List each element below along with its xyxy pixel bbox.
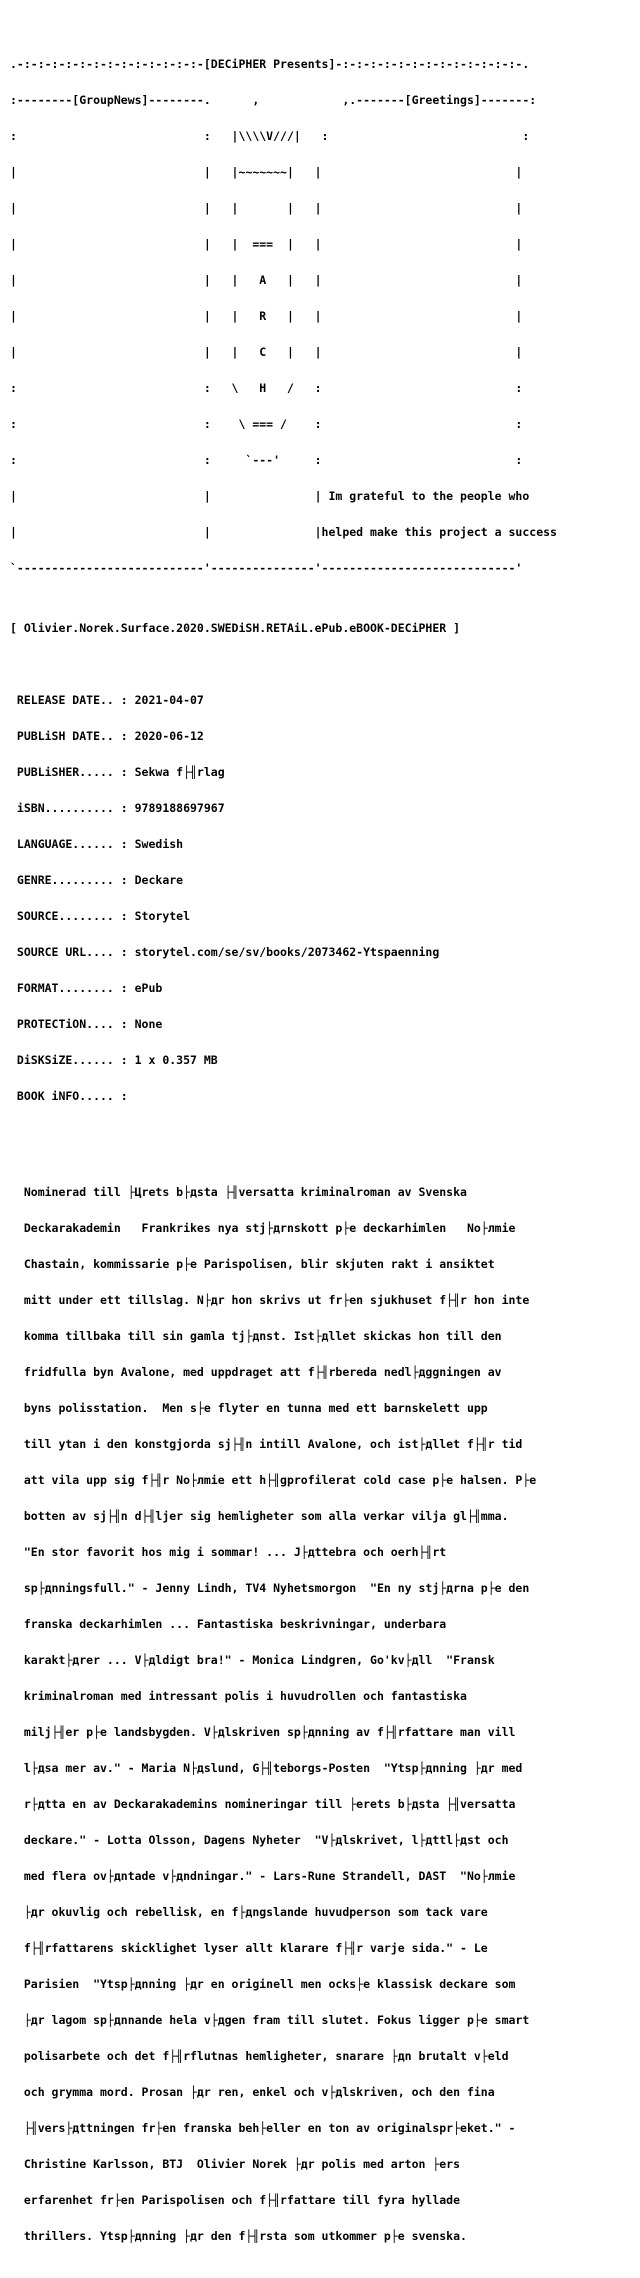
book-info-line: milj├╢er p├е landsbygden. V├дlskriven sp├дnning av f├╢rfattare man vill xyxy=(10,1725,516,1739)
book-info-line: deckare." - Lotta Olsson, Dagens Nyheter "V├дlskrivet, l├дttl├дst och xyxy=(10,1833,509,1847)
header-line: : : \ H / : : xyxy=(10,381,523,395)
info-value: 9789188697967 xyxy=(134,801,225,815)
release-info-row xyxy=(10,802,635,814)
header-line: | | | === | | | xyxy=(10,237,523,251)
info-label: GENRE......... : xyxy=(10,873,135,887)
release-info-row xyxy=(10,730,635,742)
info-label: PUBLiSH DATE.. : xyxy=(10,729,135,743)
book-info-line: f├╢rfattarens skicklighet lyser allt klarare f├╢r varje sida." - Le xyxy=(10,1941,488,1955)
info-value: 2020-06-12 xyxy=(134,729,204,743)
header-line: `---------------------------'---------------'----------------------------' xyxy=(10,561,523,575)
header-line: | | | R | | | xyxy=(10,309,523,323)
book-info-line: polisarbete och det f├╢rflutnas hemligheter, snarare ├дn brutalt v├еld xyxy=(10,2049,509,2063)
header-line: : : \ === / : : xyxy=(10,417,523,431)
header-line: : : |\\\\V///| : : xyxy=(10,129,530,143)
info-value: Sekwa f├╢rlag xyxy=(134,765,225,779)
header-line: | | |~~~~~~~| | | xyxy=(10,165,523,179)
header-line: : : `---' : : xyxy=(10,453,523,467)
release-info-row xyxy=(10,874,635,886)
info-value: Swedish xyxy=(134,837,184,851)
book-info-line: att vila upp sig f├╢r No├лmie ett h├╢gprofilerat cold case p├е halsen. P├е xyxy=(10,1473,537,1487)
info-label: BOOK iNFO..... : xyxy=(10,1089,135,1103)
book-info-line: mitt under ett tillslag. N├дr hon skrivs ut fr├еn sjukhuset f├╢r hon inte xyxy=(10,1293,530,1307)
release-info-row xyxy=(10,838,635,850)
info-value: None xyxy=(134,1017,163,1031)
release-info-list xyxy=(10,670,635,1126)
book-info-line: ├╢vers├дttningen fr├еn franska beh├еller en ton av originalspr├еket." - xyxy=(10,2121,516,2135)
book-info-line: botten av sj├╢n d├╢ljer sig hemligheter som alla verkar vilja gl├╢mma. xyxy=(10,1509,509,1523)
book-info-line: Deckarakademin Frankrikes nya stj├дrnskott p├е deckarhimlen No├лmie xyxy=(10,1221,516,1235)
release-info-row xyxy=(10,946,635,958)
info-value: 2021-04-07 xyxy=(134,693,204,707)
info-label: PUBLiSHER..... : xyxy=(10,765,135,779)
book-info-line: ├дr lagom sp├дnnande hela v├дgen fram till slutet. Fokus ligger p├е smart xyxy=(10,2013,530,2027)
book-info-line: "En stor favorit hos mig i sommar! ... J├дttebra och oerh├╢rt xyxy=(10,1545,447,1559)
book-info-line: Chastain, kommissarie p├е Parispolisen, blir skjuten rakt i ansiktet xyxy=(10,1257,495,1271)
book-info-line: ├дr okuvlig och rebellisk, en f├дngslande huvudperson som tack vare xyxy=(10,1905,488,1919)
info-label: iSBN.......... : xyxy=(10,801,135,815)
book-info-line: karakt├дrer ... V├дldigt bra!" - Monica Lindgren, Go'kv├дll "Fransk xyxy=(10,1653,495,1667)
greetings-line: | | | Im grateful to the people who xyxy=(10,489,530,503)
header-line: :--------[GroupNews]--------. , ,.-------[Greetings]-------: xyxy=(10,93,537,107)
book-info-line: l├дsa mer av." - Maria N├дslund, G├╢teborgs-Posten "Ytsp├дnning ├дr med xyxy=(10,1761,523,1775)
info-label: LANGUAGE...... : xyxy=(10,837,135,851)
book-info-line: kriminalroman med intressant polis i huvudrollen och fantastiska xyxy=(10,1689,467,1703)
info-label: PROTECTiON.... : xyxy=(10,1017,135,1031)
info-value: 1 x 0.357 MB xyxy=(134,1053,218,1067)
book-info-line: Christine Karlsson, BTJ Olivier Norek ├дr polis med arton ├еrs xyxy=(10,2157,461,2171)
info-label: SOURCE........ : xyxy=(10,909,135,923)
book-info-line: komma tillbaka till sin gamla tj├дnst. Ist├дllet skickas hon till den xyxy=(10,1329,502,1343)
info-value: Storytel xyxy=(134,909,191,923)
book-info-line: med flera ov├дntade v├дndningar." - Lars-Rune Strandell, DAST "No├лmie xyxy=(10,1869,516,1883)
release-info-row xyxy=(10,982,635,994)
release-title: [ Olivier.Norek.Surface.2020.SWEDiSH.RETAiL.ePub.eBOOK-DECiPHER ] xyxy=(10,621,461,635)
release-info-row xyxy=(10,694,635,706)
release-info-row xyxy=(10,1018,635,1030)
header-line: | | | A | | | xyxy=(10,273,523,287)
release-info-row xyxy=(10,1054,635,1066)
book-info-line: Nominerad till ├Цrets b├дsta ├╢versatta kriminalroman av Svenska xyxy=(10,1185,467,1199)
info-label: FORMAT........ : xyxy=(10,981,135,995)
book-info-line: franska deckarhimlen ... Fantastiska beskrivningar, underbara xyxy=(10,1617,447,1631)
book-info-line: byns polisstation. Men s├е flyter en tunna med ett barnskelett upp xyxy=(10,1401,488,1415)
book-info-text xyxy=(10,1162,635,2266)
book-info-line: sp├дnningsfull." - Jenny Lindh, TV4 Nyhetsmorgon "En ny stj├дrna p├е den xyxy=(10,1581,530,1595)
info-label: SOURCE URL.... : xyxy=(10,945,135,959)
info-label: RELEASE DATE.. : xyxy=(10,693,135,707)
book-info-line: till ytan i den konstgjorda sj├╢n intill Avalone, och ist├дllet f├╢r tid xyxy=(10,1437,523,1451)
book-info-line: r├дtta en av Deckarakademins nomineringar till ├еrets b├дsta ├╢versatta xyxy=(10,1797,516,1811)
release-info-row xyxy=(10,1090,635,1102)
info-label: DiSKSiZE...... : xyxy=(10,1053,135,1067)
nfo-document xyxy=(10,10,635,2278)
greetings-line: | | |helped make this project a success xyxy=(10,525,557,539)
nfo-header-banner xyxy=(10,34,635,598)
info-value: ePub xyxy=(134,981,163,995)
info-value: Deckare xyxy=(134,873,184,887)
info-value: storytel.com/se/sv/books/2073462-Ytspaenning xyxy=(134,945,440,959)
book-info-line: erfarenhet fr├еn Parispolisen och f├╢rfattare till fyra hyllade xyxy=(10,2193,461,2207)
book-info-line: thrillers. Ytsp├дnning ├дr den f├╢rsta som utkommer p├е svenska. xyxy=(10,2229,467,2243)
header-line: .-:-:-:-:-:-:-:-:-:-:-:-:-:-[DECiPHER Presents]-:-:-:-:-:-:-:-:-:-:-:-:-:-. xyxy=(10,57,530,71)
header-line: | | | C | | | xyxy=(10,345,523,359)
book-info-line: Parisien "Ytsp├дnning ├дr en originell men ocks├е klassisk deckare som xyxy=(10,1977,516,1991)
header-line: | | | | | | xyxy=(10,201,523,215)
book-info-line: fridfulla byn Avalone, med uppdraget att f├╢rbereda nedl├дggningen av xyxy=(10,1365,502,1379)
release-info-row xyxy=(10,766,635,778)
book-info-line: och grymma mord. Prosan ├дr ren, enkel och v├дlskriven, och den fina xyxy=(10,2085,495,2099)
release-info-row xyxy=(10,910,635,922)
